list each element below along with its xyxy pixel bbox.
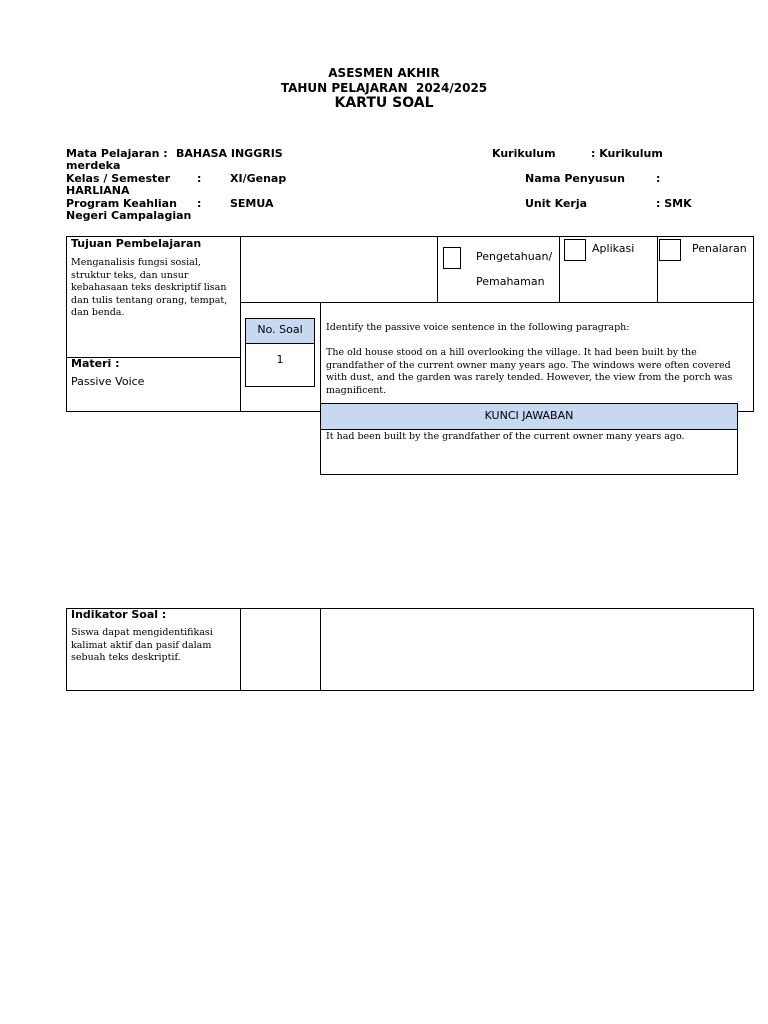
kunci-title: KUNCI JAWABAN (484, 409, 574, 422)
no-soal-cell (245, 343, 315, 387)
kunci-header (320, 403, 738, 430)
program-wrap: Negeri Campalagian (66, 209, 192, 222)
materi-title: Materi : (71, 357, 120, 370)
program-value: SEMUA (230, 197, 274, 210)
kurikulum-value: : Kurikulum (591, 147, 663, 160)
kurikulum-label: Kurikulum (492, 147, 556, 160)
aplikasi-checkbox[interactable] (564, 239, 586, 261)
indikator-divider-1 (240, 608, 241, 691)
level-divider-2 (559, 236, 560, 303)
tujuan-title: Tujuan Pembelajaran (71, 237, 202, 250)
kelas-wrap: HARLIANA (66, 184, 130, 197)
kelas-label: Kelas / Semester (66, 172, 171, 185)
mapel-label: Mata Pelajaran : (66, 147, 168, 160)
kelas-value: XI/Genap (230, 172, 287, 185)
indikator-title: Indikator Soal : (71, 608, 167, 621)
kunci-answer: It had been built by the grandfather of the current owner many years ago. (326, 431, 685, 442)
doc-title-kartu-soal: KARTU SOAL (334, 95, 434, 111)
question-text: Identify the passive voice sentence in the following paragraph: (326, 322, 630, 333)
kelas-colon: : (197, 172, 202, 185)
level-row-divider (240, 302, 754, 303)
level-divider-1 (437, 236, 438, 303)
question-paragraph: The old house stood on a hill overlooking the village. It had been built by the grandfather of the current owner many years ago. The windows were often covered with dust, and the garden was rarely tended. However, the view from the porch was magnificent. (326, 347, 733, 396)
penalaran-checkbox[interactable] (659, 239, 681, 261)
mapel-wrap: merdeka (66, 159, 121, 172)
doc-title-line1: ASESMEN AKHIR (328, 66, 440, 80)
penyusun-label: Nama Penyusun (525, 172, 625, 185)
aplikasi-label: Aplikasi (592, 242, 635, 255)
indikator-text: Siswa dapat mengidentifikasi kalimat aktif dan pasif dalam sebuah teks deskriptif. (71, 627, 213, 663)
question-divider (320, 302, 321, 412)
no-soal-header (245, 318, 315, 344)
no-soal-label: No. Soal (257, 323, 303, 336)
unit-value: : SMK (656, 197, 692, 210)
indikator-divider-2 (320, 608, 321, 691)
pengetahuan-label-1: Pengetahuan/ (476, 250, 553, 263)
penyusun-colon: : (656, 172, 661, 185)
unit-label: Unit Kerja (525, 197, 588, 210)
penalaran-label: Penalaran (692, 242, 747, 255)
pengetahuan-checkbox[interactable] (443, 247, 461, 269)
program-colon: : (197, 197, 202, 210)
program-label: Program Keahlian (66, 197, 177, 210)
pengetahuan-label-2: Pemahaman (476, 275, 545, 288)
tujuan-text: Menganalisis fungsi sosial, struktur teks, dan unsur kebahasaan teks deskriptif lisan dan tulis tentang orang, tempat, dan benda. (71, 257, 228, 318)
no-soal-value: 1 (276, 353, 284, 366)
mapel-value: BAHASA INGGRIS (176, 147, 283, 160)
level-divider-3 (657, 236, 658, 303)
materi-value: Passive Voice (71, 375, 145, 388)
kunci-cell (320, 429, 738, 475)
doc-title-line2: TAHUN PELAJARAN 2024/2025 (280, 81, 488, 95)
